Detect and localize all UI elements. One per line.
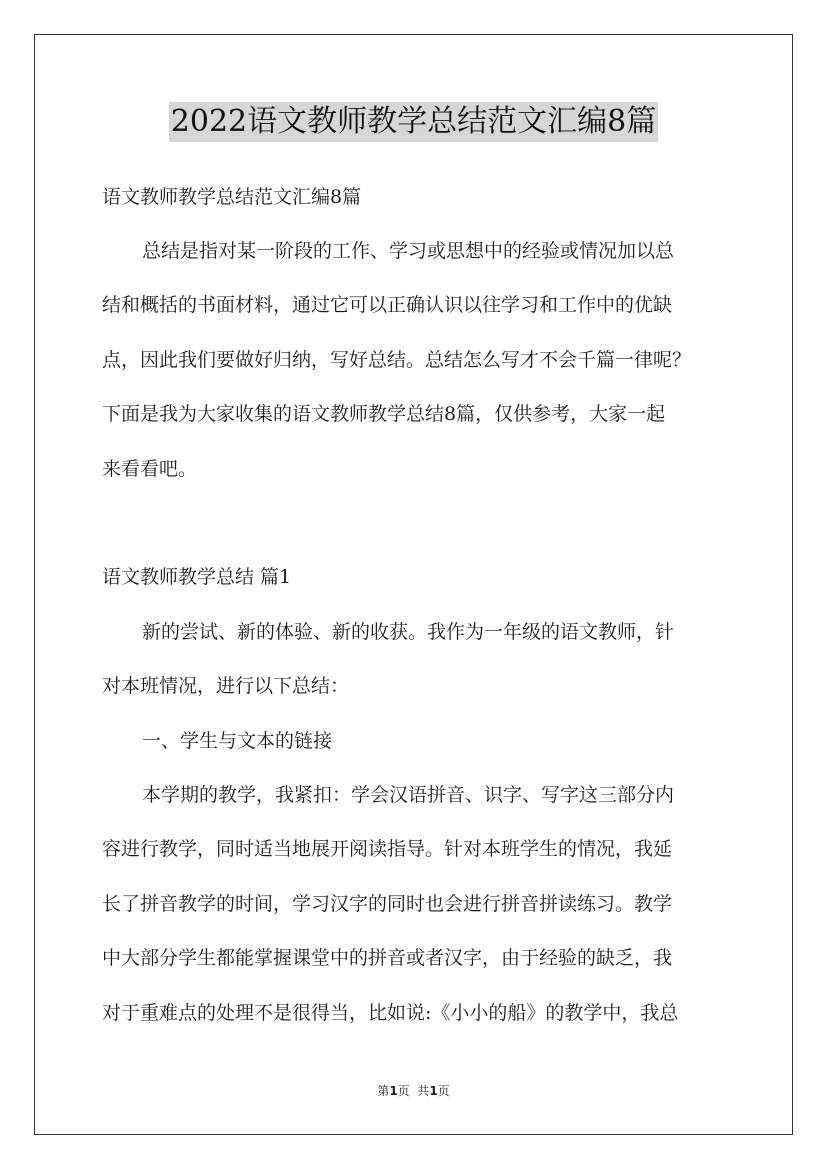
footer-page-number: 1 <box>389 1084 398 1098</box>
paragraph-line: 本学期的教学，我紧扣：学会汉语拼音、识字、写字这三部分内 <box>142 784 675 806</box>
paragraph-line: 点，因此我们要做好归纳，写好总结。总结怎么写才不会千篇一律呢？ <box>102 349 692 371</box>
document-title: 2022语文教师教学总结范文汇编8篇 <box>169 102 658 142</box>
page-footer <box>0 1082 827 1099</box>
footer-page-prefix: 第 <box>377 1084 390 1098</box>
title-wrapper <box>0 102 827 142</box>
paragraph-line: 对于重难点的处理不是很得当，比如说:《小小的船》的教学中，我总 <box>102 1002 679 1024</box>
paragraph-line: 新的尝试、新的体验、新的收获。我作为一年级的语文教师，针 <box>142 621 675 643</box>
paragraph-line: 来看看吧。 <box>102 458 198 480</box>
paragraph-line: 中大部分学生都能掌握课堂中的拼音或者汉字，由于经验的缺乏，我 <box>102 947 673 969</box>
paragraph-line: 容进行教学，同时适当地展开阅读指导。针对本班学生的情况，我延 <box>102 838 673 860</box>
paragraph-line: 总结是指对某一阶段的工作、学习或思想中的经验或情况加以总 <box>142 240 675 262</box>
footer-page-mid: 页 共 <box>397 1084 430 1098</box>
footer-total-pages: 1 <box>429 1084 438 1098</box>
subheading-line: 一、学生与文本的链接 <box>142 730 333 752</box>
footer-page-suffix: 页 <box>437 1084 450 1098</box>
paragraph-line: 长了拼音教学的时间，学习汉字的同时也会进行拼音拼读练习。教学 <box>102 893 673 915</box>
paragraph-line: 对本班情况，进行以下总结： <box>102 675 350 697</box>
section-heading: 语文教师教学总结 篇1 <box>102 566 292 588</box>
paragraph-line: 结和概括的书面材料，通过它可以正确认识以往学习和工作中的优缺 <box>102 294 673 316</box>
subtitle-line: 语文教师教学总结范文汇编8篇 <box>102 186 362 208</box>
paragraph-line: 下面是我为大家收集的语文教师教学总结8篇，仅供参考，大家一起 <box>102 403 666 425</box>
